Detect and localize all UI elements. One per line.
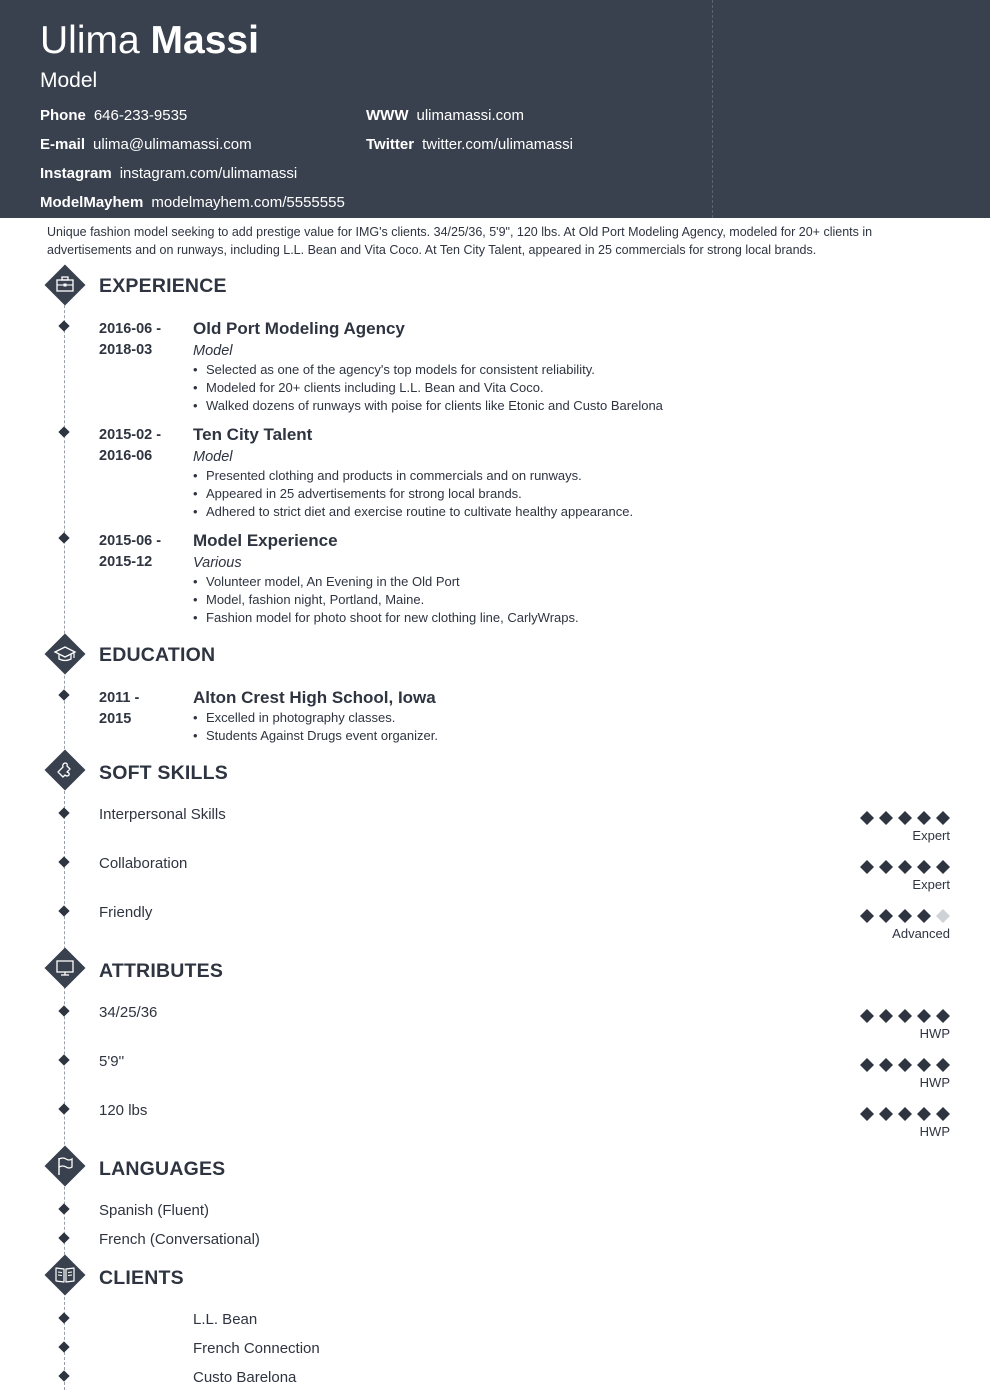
rating-diamond-filled: [936, 1009, 950, 1023]
bullet-item: • Presented clothing and products in commercials and on runways.: [193, 467, 633, 485]
rating-diamond-filled: [936, 1058, 950, 1072]
rating-diamond-filled: [879, 860, 893, 874]
client-item: French Connection: [193, 1340, 320, 1357]
timeline-marker: [58, 532, 69, 543]
contact-label: WWW: [366, 107, 409, 124]
contact-twitter: [366, 135, 573, 155]
attribute-rating: [860, 1107, 950, 1121]
contact-label: Phone: [40, 107, 86, 124]
language-item: French (Conversational): [99, 1231, 260, 1248]
timeline-marker: [58, 1312, 69, 1323]
rating-diamond-filled: [898, 860, 912, 874]
contact-phone: [40, 106, 187, 126]
skill-name: Interpersonal Skills: [99, 806, 226, 823]
skill-level: Advanced: [892, 926, 950, 941]
skill-level: Expert: [912, 828, 950, 843]
candidate-name: [40, 18, 259, 64]
rating-diamond-filled: [879, 1058, 893, 1072]
rating-diamond-filled: [860, 1107, 874, 1121]
rating-diamond-filled: [917, 1107, 931, 1121]
job-bullets: [193, 573, 579, 627]
rating-diamond-filled: [898, 1058, 912, 1072]
timeline-marker: [58, 1341, 69, 1352]
job-employer: Model Experience: [193, 531, 338, 550]
skill-name: Collaboration: [99, 855, 188, 872]
rating-diamond-filled: [879, 909, 893, 923]
bullet-item: • Fashion model for photo shoot for new clothing line, CarlyWraps.: [193, 609, 579, 627]
timeline-marker: [58, 689, 69, 700]
rating-diamond-filled: [898, 1009, 912, 1023]
job-bullets: [193, 361, 663, 415]
section-title-languages: LANGUAGES: [99, 1158, 226, 1180]
education-dates: [99, 688, 139, 730]
timeline-marker: [58, 856, 69, 867]
rating-diamond-filled: [860, 860, 874, 874]
date-start: 2015-06 -: [99, 533, 162, 549]
rating-diamond-filled: [917, 1058, 931, 1072]
date-end: 2016-06: [99, 448, 153, 464]
section-title-education: EDUCATION: [99, 644, 216, 666]
job-bullets: [193, 467, 633, 521]
section-title-attributes: ATTRIBUTES: [99, 960, 224, 982]
summary: Unique fashion model seeking to add prestige value for IMG's clients. 34/25/36, 5'9", 120 lbs. At Old Port Modeling Agency, modeled for 20+ clients in advertisements and on runways, including L.L. Bean and Vita Coco. At Ten City Talent, appeared in 25 commercials for strong local brands.: [47, 225, 873, 257]
header-divider: [712, 0, 713, 218]
rating-diamond-filled: [879, 1107, 893, 1121]
rating-diamond-filled: [936, 860, 950, 874]
language-item: Spanish (Fluent): [99, 1202, 210, 1219]
bullet-item: • Volunteer model, An Evening in the Old Port: [193, 573, 579, 591]
contact-www: [366, 106, 524, 126]
timeline-marker: [58, 807, 69, 818]
skill-name: Friendly: [99, 904, 153, 921]
bullet-item: • Modeled for 20+ clients including L.L. Bean and Vita Coco.: [193, 379, 663, 397]
skill-level: Expert: [912, 877, 950, 892]
education-bullets: [193, 709, 438, 745]
bullet-item: • Walked dozens of runways with poise for clients like Etonic and Custo Barelona: [193, 397, 663, 415]
rating-diamond-filled: [917, 909, 931, 923]
timeline-marker: [58, 1005, 69, 1016]
job-dates: [99, 425, 161, 467]
contact-email: [40, 135, 252, 155]
bullet-item: • Adhered to strict diet and exercise routine to cultivate healthy appearance.: [193, 503, 633, 521]
rating-diamond-filled: [860, 1058, 874, 1072]
rating-diamond-filled: [936, 1107, 950, 1121]
book-icon: [44, 1254, 86, 1296]
contact-instagram: [40, 164, 297, 184]
attribute-level: HWP: [919, 1124, 950, 1139]
contact-value[interactable]: 646-233-9535: [93, 107, 188, 124]
client-item: Custo Barelona: [193, 1369, 297, 1386]
job-dates: [99, 531, 161, 573]
rating-diamond-filled: [898, 909, 912, 923]
rating-diamond-filled: [879, 1009, 893, 1023]
rating-diamond-filled: [860, 909, 874, 923]
bullet-item: • Appeared in 25 advertisements for strong local brands.: [193, 485, 633, 503]
timeline-marker: [58, 320, 69, 331]
briefcase-icon: [44, 264, 86, 306]
attribute-rating: [860, 1009, 950, 1023]
skill-rating: [860, 811, 950, 825]
contact-value[interactable]: instagram.com/ulimamassi: [119, 165, 298, 182]
date-start: 2015-02 -: [99, 427, 162, 443]
date-end: 2015-12: [99, 554, 153, 570]
client-item: L.L. Bean: [193, 1311, 258, 1328]
rating-diamond-filled: [860, 811, 874, 825]
timeline-marker: [58, 1370, 69, 1381]
timeline-marker: [58, 1232, 69, 1243]
contact-label: Twitter: [366, 136, 415, 153]
rating-diamond-empty: [936, 909, 950, 923]
graduation-cap-icon: [44, 633, 86, 675]
attribute-name: 34/25/36: [99, 1004, 158, 1021]
contact-modelmayhem: [40, 193, 345, 213]
date-start: 2016-06 -: [99, 321, 162, 337]
section-title-clients: CLIENTS: [99, 1267, 184, 1289]
timeline-marker: [58, 426, 69, 437]
attribute-rating: [860, 1058, 950, 1072]
rating-diamond-filled: [898, 1107, 912, 1121]
job-role: Model: [193, 449, 233, 465]
flag-icon: [44, 1145, 86, 1187]
attribute-name: 5'9'': [99, 1053, 125, 1070]
attribute-level: HWP: [919, 1026, 950, 1041]
job-role: Various: [193, 555, 242, 571]
date-start: 2011 -: [99, 690, 140, 706]
rating-diamond-filled: [898, 811, 912, 825]
rating-diamond-filled: [879, 811, 893, 825]
job-employer: Ten City Talent: [193, 425, 313, 444]
contact-value[interactable]: ulimamassi.com: [416, 107, 525, 124]
timeline-marker: [58, 905, 69, 916]
contact-label: E-mail: [40, 136, 86, 153]
date-end: 2015: [99, 711, 132, 727]
monitor-icon: [44, 947, 86, 989]
contact-label: Instagram: [40, 165, 112, 182]
job-role: Model: [193, 343, 233, 359]
skill-rating: [860, 860, 950, 874]
first-name: Ulima: [40, 19, 140, 62]
rating-diamond-filled: [917, 860, 931, 874]
job-employer: Old Port Modeling Agency: [193, 319, 405, 338]
puzzle-icon: [44, 749, 86, 791]
bullet-item: • Selected as one of the agency's top models for consistent reliability.: [193, 361, 663, 379]
contact-label: ModelMayhem: [40, 194, 144, 211]
bullet-item: • Students Against Drugs event organizer.: [193, 727, 438, 745]
header: [0, 0, 990, 218]
date-end: 2018-03: [99, 342, 153, 358]
bullet-item: • Model, fashion night, Portland, Maine.: [193, 591, 579, 609]
rating-diamond-filled: [936, 811, 950, 825]
attribute-level: HWP: [919, 1075, 950, 1090]
timeline-marker: [58, 1203, 69, 1214]
rating-diamond-filled: [917, 1009, 931, 1023]
rating-diamond-filled: [917, 811, 931, 825]
section-title-soft-skills: SOFT SKILLS: [99, 762, 228, 784]
timeline-marker: [58, 1103, 69, 1114]
skill-rating: [860, 909, 950, 923]
job-title: Model: [40, 69, 98, 92]
timeline-marker: [58, 1054, 69, 1065]
contact-value[interactable]: modelmayhem.com/5555555: [151, 194, 345, 211]
bullet-item: • Excelled in photography classes.: [193, 709, 438, 727]
contact-value[interactable]: ulima@ulimamassi.com: [93, 136, 252, 153]
job-dates: [99, 319, 161, 361]
contact-value[interactable]: twitter.com/ulimamassi: [422, 136, 573, 153]
section-title-experience: EXPERIENCE: [99, 275, 227, 297]
rating-diamond-filled: [860, 1009, 874, 1023]
last-name: Massi: [150, 19, 259, 62]
attribute-name: 120 lbs: [99, 1102, 148, 1119]
school-name: Alton Crest High School, Iowa: [193, 688, 436, 707]
